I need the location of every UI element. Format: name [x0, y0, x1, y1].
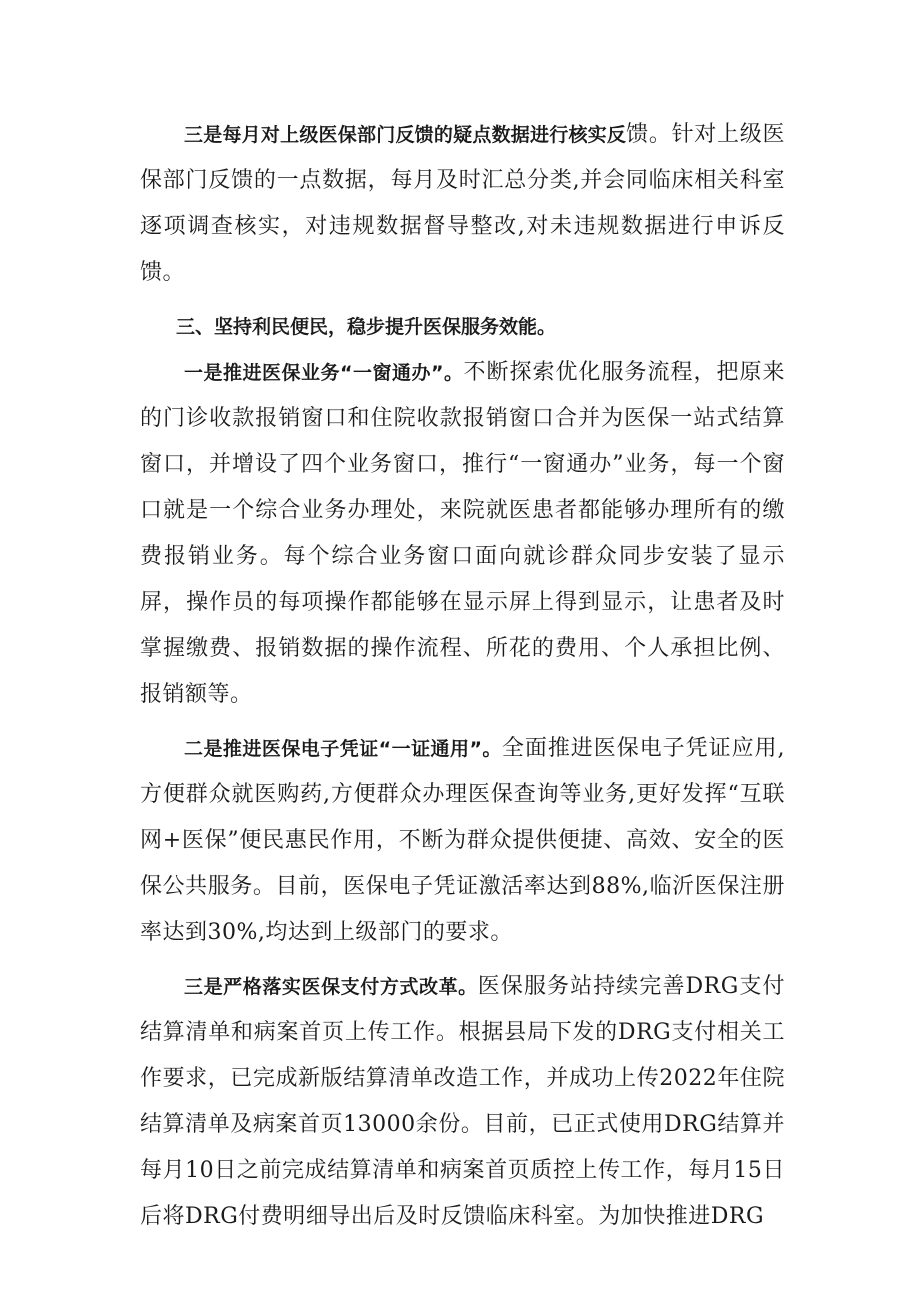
paragraph-lead: 一是推进医保业务“一窗通办”。 — [184, 362, 464, 384]
paragraph-body: 不断探索优化服务流程，把原来的门诊收款报销窗口和住院收款报销窗口合并为医保一站式结算窗口，并增设了四个业务窗口，推行“一窗通办”业务，每一个窗口就是一个综合业务办理处，来院就医患者都能够办理所有的缴费报销业务。每个综合业务窗口面向就诊群众同步安装了显示屏，操作员的每项操作都能够在显示屏上得到显示，让患者及时掌握缴费、报销数据的操作流程、所花的费用、个人承担比例、报销额等。 — [140, 360, 785, 707]
paragraph-body: 医保服务站持续完善DRG支付结算清单和病案首页上传工作。根据县局下发的DRG支付相关工作要求，已完成新版结算清单改造工作，并成功上传2022年住院结算清单及病案首页13000余份。目前，已正式使用DRG结算并每月10日之前完成结算清单和病案首页质控上传工作，每月15日后将DRG付费明细导出后及时反馈临床科室。为加快推进DRG — [140, 974, 785, 1229]
paragraph-verify-feedback — [140, 112, 785, 296]
paragraph-lead: 二是推进医保电子凭证“一证通用”。 — [184, 738, 502, 760]
paragraph-one-window — [140, 350, 785, 718]
paragraph-payment-reform — [140, 964, 785, 1240]
paragraph-electronic-voucher — [140, 726, 785, 956]
paragraph-body: 馈。针对上级医保部门反馈的一点数据，每月及时汇总分类,并会同临床相关科室逐项调查核实，对违规数据督导整改,对未违规数据进行申诉反馈。 — [140, 122, 785, 285]
section-heading: 三、坚持利民便民，稳步提升医保服务效能。 — [176, 316, 557, 338]
document-page — [140, 112, 785, 1240]
paragraph-lead: 三是每月对上级医保部门反馈的疑点数据进行核实反 — [184, 124, 627, 146]
paragraph-body: 全面推进医保电子凭证应用,方便群众就医购药,方便群众办理医保查询等业务,更好发挥“互联网+医保”便民惠民作用，不断为群众提供便捷、高效、安全的医保公共服务。目前，医保电子凭证激活率达到88%,临沂医保注册率达到30%,均达到上级部门的要求。 — [140, 736, 785, 945]
paragraph-lead: 三是严格落实医保支付方式改革。 — [184, 976, 478, 998]
